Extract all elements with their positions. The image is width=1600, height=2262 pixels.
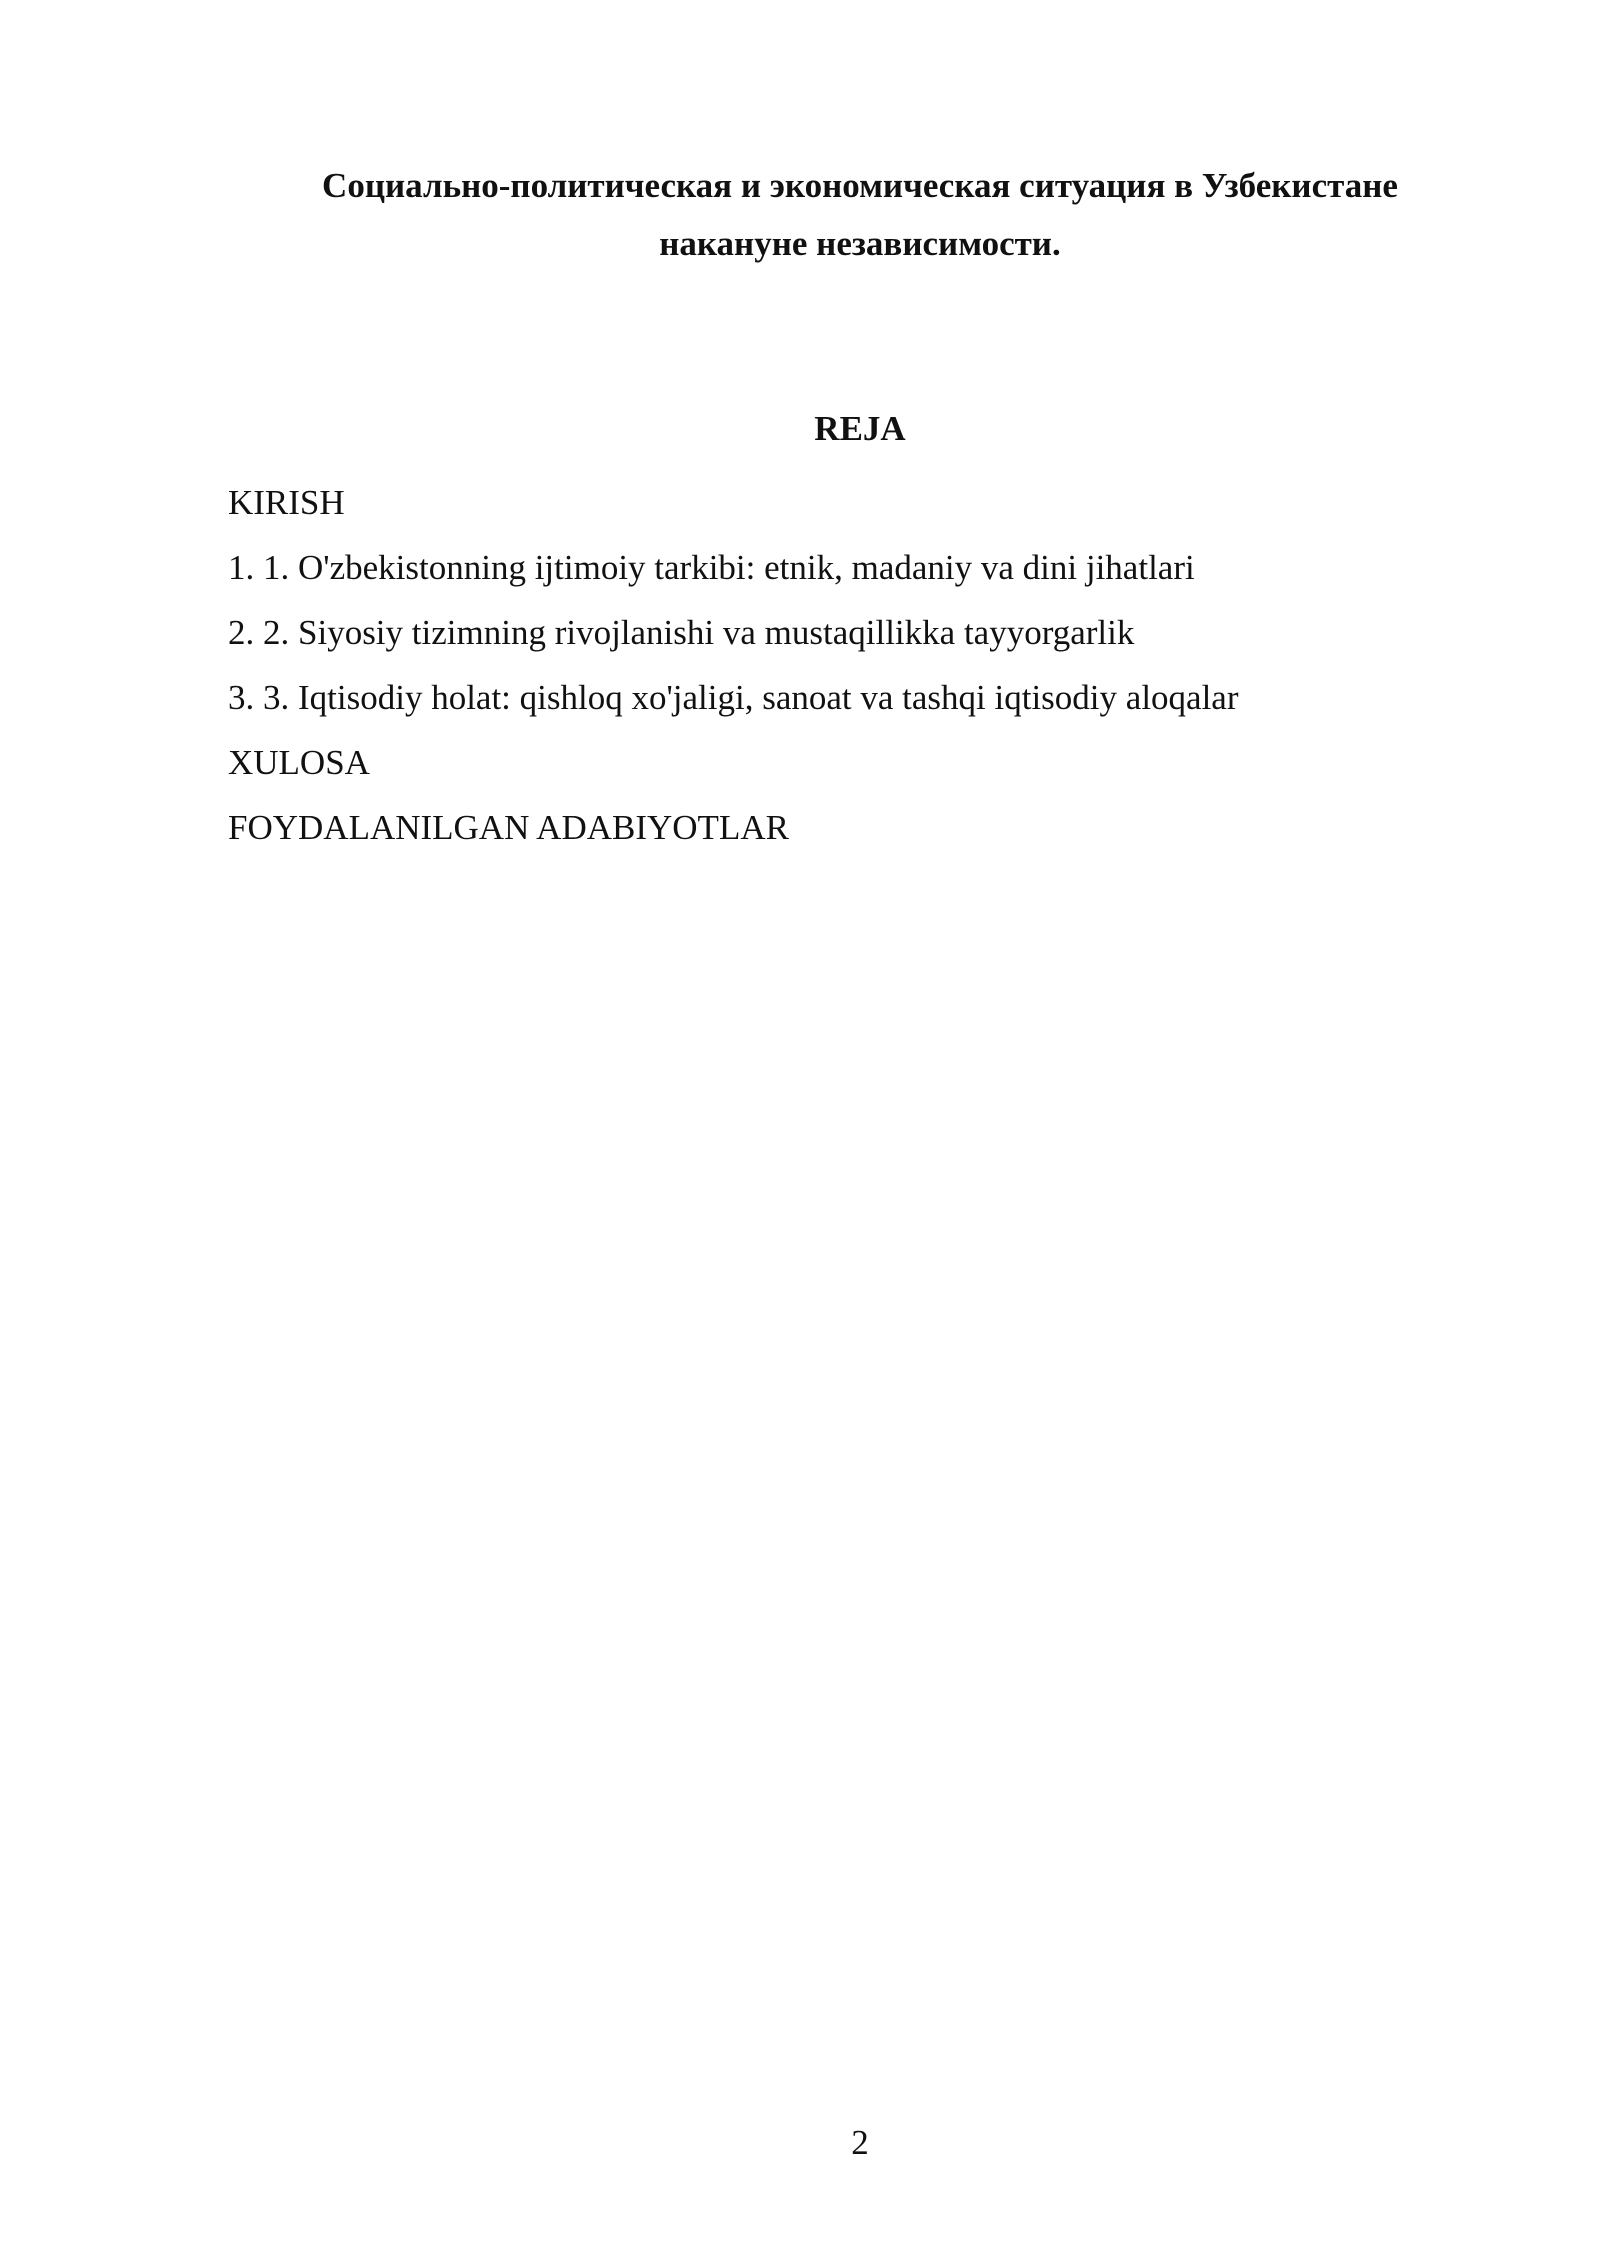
plan-item-economic-situation: 3. 3. Iqtisodiy holat: qishloq xo'jaligi, sanoat va tashqi iqtisodiy aloqalar	[228, 678, 1239, 717]
plan-item-political-system: 2. 2. Siyosiy tizimning rivojlanishi va mustaqillikka tayyorgarlik	[228, 613, 1135, 652]
document-title-line-1: Социально-политическая и экономическая ситуация в Узбекистане	[322, 166, 1398, 205]
plan-item-social-structure: 1. 1. O'zbekistonning ijtimoiy tarkibi: etnik, madaniy va dini jihatlari	[228, 548, 1195, 587]
plan-list	[228, 470, 1428, 860]
plan-item-introduction: KIRISH	[228, 483, 345, 522]
document-title-line-2: накануне независимости.	[659, 224, 1061, 263]
plan-item-conclusion: XULOSA	[228, 743, 370, 782]
page-number: 2	[851, 2123, 869, 2162]
plan-item-references: FOYDALANILGAN ADABIYOTLAR	[228, 808, 789, 847]
plan-heading: REJA	[814, 409, 906, 448]
